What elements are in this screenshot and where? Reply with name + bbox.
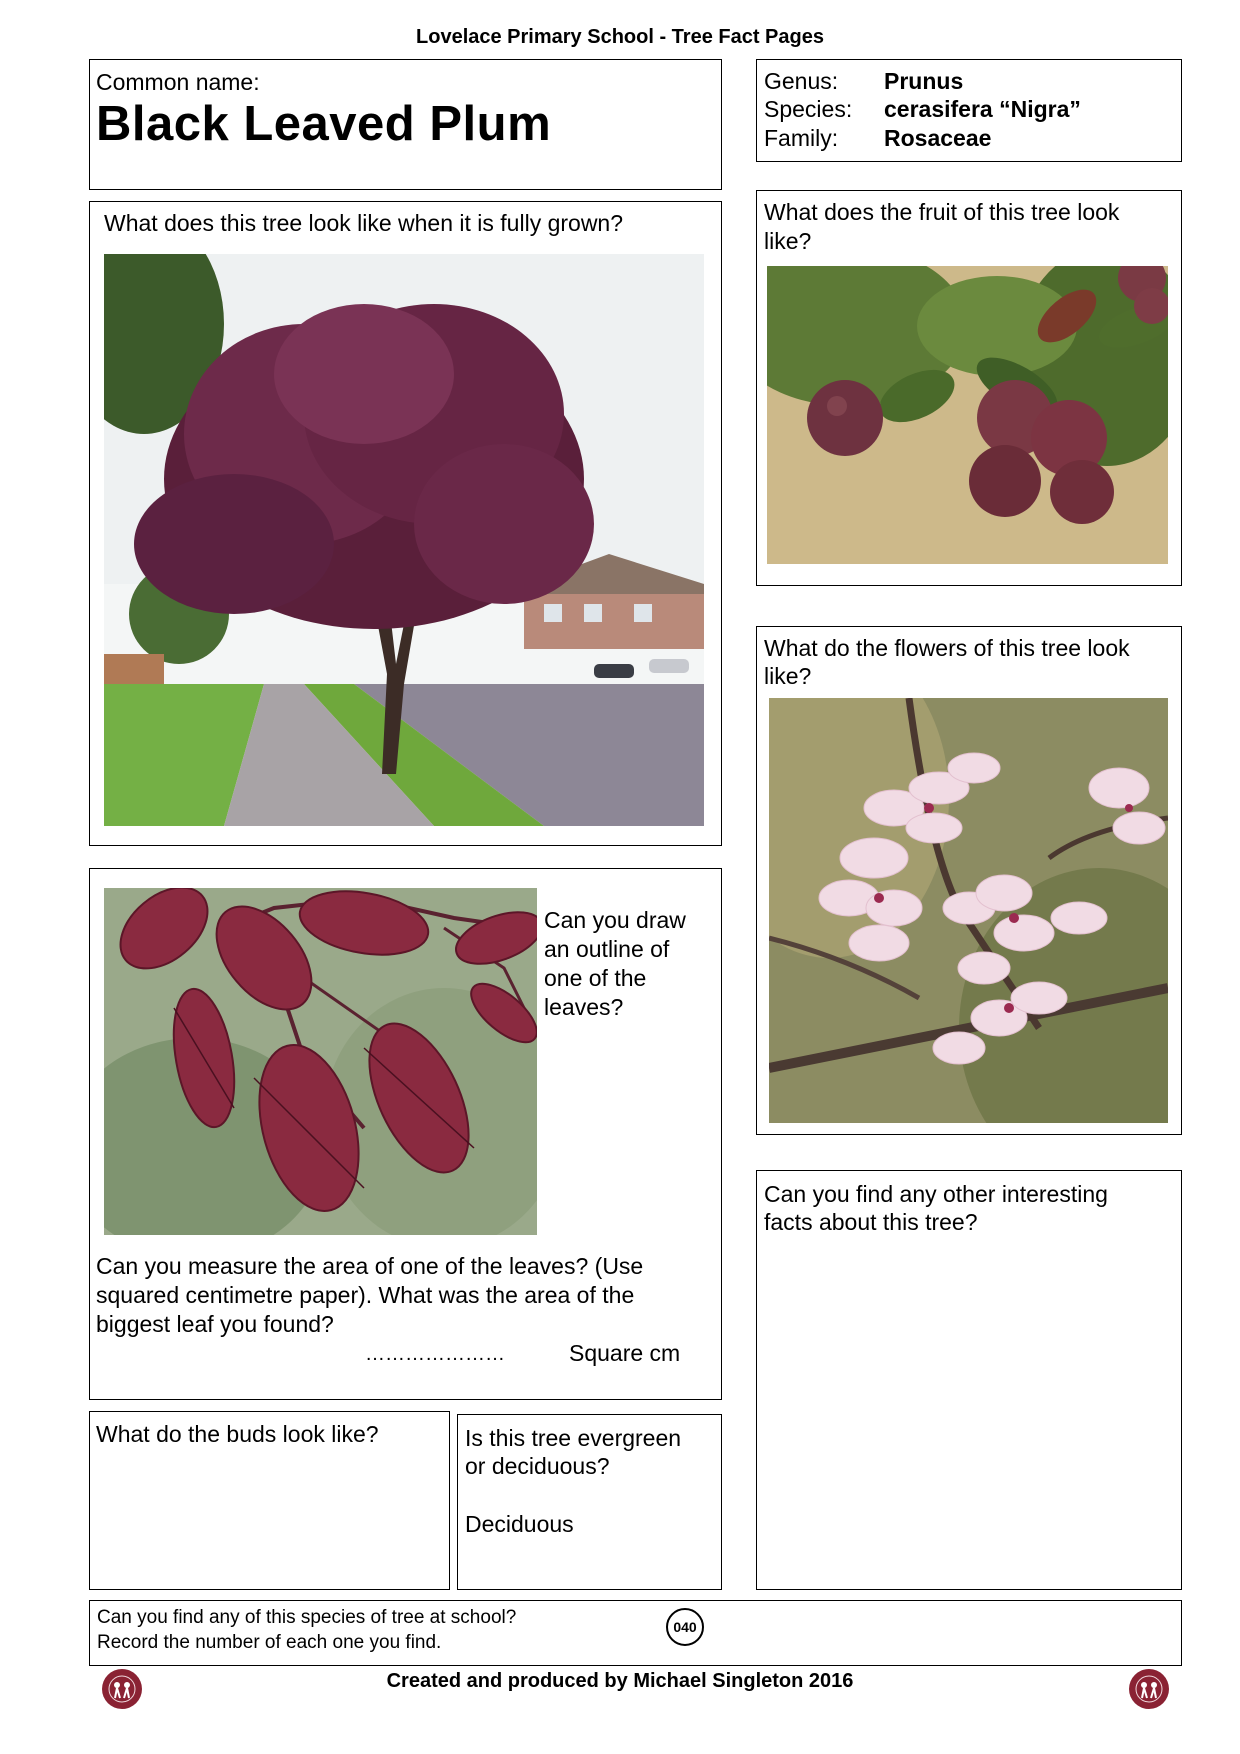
page-header-title: Lovelace Primary School - Tree Fact Pages [416,26,824,48]
leaves-photo [104,888,537,1235]
facts-question-line2: facts about this tree? [764,1209,978,1235]
flowers-question-line1: What do the flowers of this tree look [764,635,1130,661]
fruit-question-line1: What does the fruit of this tree look [764,199,1120,225]
fruit-photo [767,266,1168,564]
evergreen-question-line1: Is this tree evergreen [465,1425,682,1451]
evergreen-question-line2: or deciduous? [465,1453,610,1479]
common-name-label: Common name: [96,69,260,95]
species-label: Species: [764,96,853,122]
genus-value: Prunus [884,68,964,94]
school-question-line2: Record the number of each one you find. [97,1632,442,1653]
leaf-area-line1: Can you measure the area of one of the leaves? (Use [96,1253,644,1279]
school-question-line1: Can you find any of this species of tree at school? [97,1607,517,1628]
leaf-area-line2: squared centimetre paper). What was the area of the [96,1282,635,1308]
leaf-area-line3: biggest leaf you found? [96,1311,334,1337]
fully-grown-question: What does this tree look like when it is fully grown? [104,210,624,236]
evergreen-answer: Deciduous [465,1511,574,1537]
family-label: Family: [764,125,839,151]
family-value: Rosaceae [884,125,992,151]
genus-row [764,67,1174,95]
leaf-area-answer-blank[interactable]: ………………… [365,1343,505,1365]
family-row [764,124,1174,152]
leaf-outline-line3: one of the [544,965,647,991]
leaf-outline-line4: leaves? [544,994,624,1020]
flowers-question-line2: like? [764,663,812,689]
leaf-outline-line2: an outline of [544,936,670,962]
species-value: cerasifera “Nigra” [884,96,1081,122]
species-row [764,95,1174,123]
genus-label: Genus: [764,68,839,94]
footer-credit: Created and produced by Michael Singleton 2016 [386,1670,854,1692]
tree-count-badge: 040 [666,1608,704,1646]
school-logo-right-icon [1128,1668,1170,1710]
tree-photo [104,254,704,826]
facts-question-line1: Can you find any other interesting [764,1181,1108,1207]
flowers-photo [769,698,1168,1123]
buds-question: What do the buds look like? [96,1421,379,1447]
leaf-area-unit: Square cm [569,1340,681,1366]
common-name-value: Black Leaved Plum [96,97,552,151]
leaf-outline-line1: Can you draw [544,907,686,933]
fruit-question-line2: like? [764,228,812,254]
